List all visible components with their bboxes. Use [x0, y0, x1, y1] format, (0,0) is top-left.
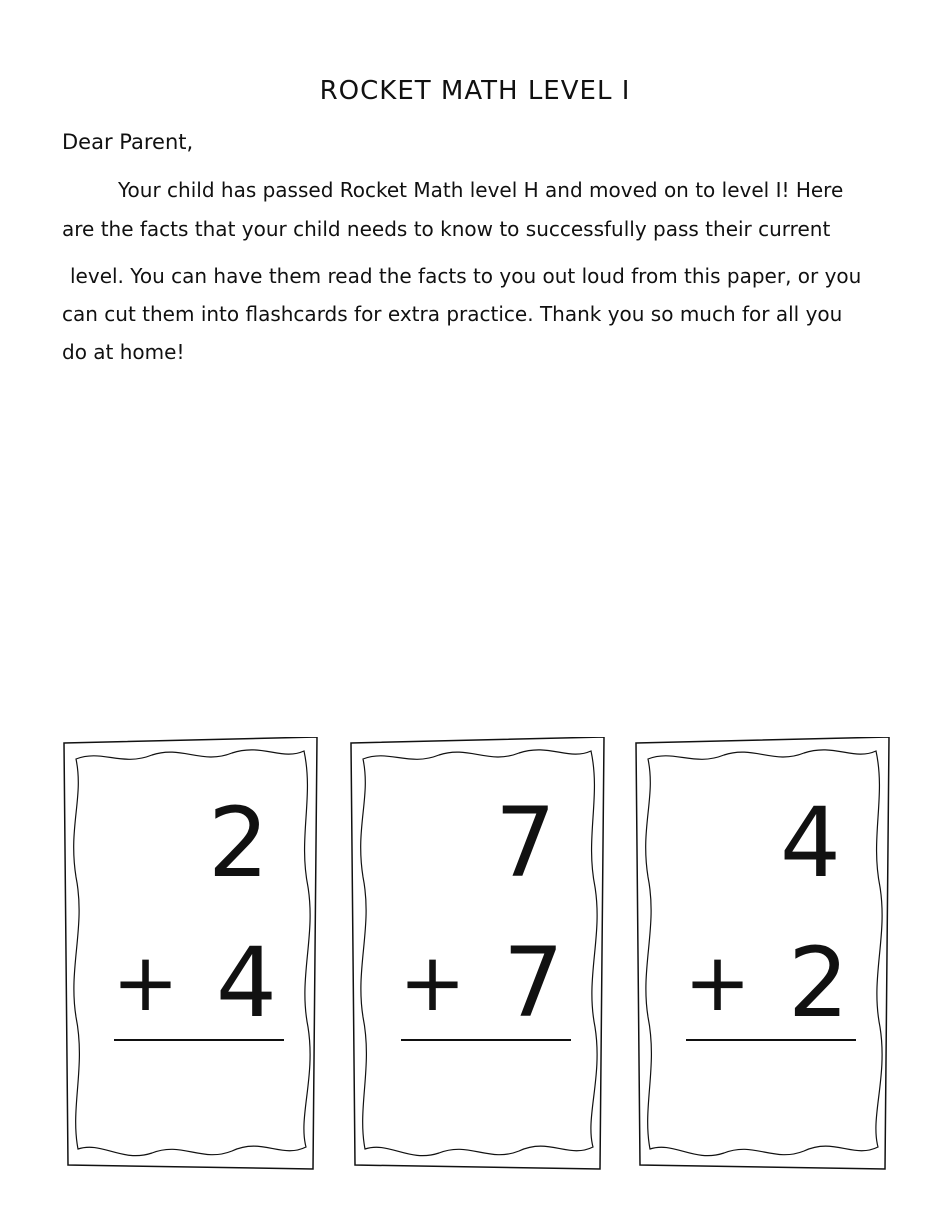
- flashcard-operator: +: [112, 936, 180, 1029]
- flashcard-frame: [634, 737, 891, 1171]
- greeting: Dear Parent,: [62, 130, 194, 154]
- letter-line-3: level. You can have them read the facts to you out loud from this paper, or you: [70, 264, 862, 288]
- flashcard-operator: +: [399, 936, 467, 1029]
- flashcard-operator: +: [684, 936, 752, 1029]
- flashcard-bottom-number: 4: [215, 927, 277, 1039]
- flashcard-top-number: 2: [207, 787, 269, 899]
- answer-line: [686, 1039, 856, 1041]
- letter-line-4: can cut them into flashcards for extra practice. Thank you so much for all you: [62, 302, 843, 326]
- answer-line: [114, 1039, 284, 1041]
- flashcard-top-number: 4: [779, 787, 841, 899]
- letter-line-1: Your child has passed Rocket Math level H and moved on to level I! Here: [118, 178, 844, 202]
- flashcard-frame: [62, 737, 319, 1171]
- flashcard-2: [349, 737, 606, 1171]
- letter-line-2: are the facts that your child needs to know to successfully pass their current: [62, 217, 831, 241]
- flashcard-bottom-number: 7: [502, 927, 564, 1039]
- flashcard-3: [634, 737, 891, 1171]
- answer-line: [401, 1039, 571, 1041]
- letter-line-5: do at home!: [62, 340, 185, 364]
- flashcard-top-number: 7: [494, 787, 556, 899]
- flashcard-bottom-number: 2: [787, 927, 849, 1039]
- worksheet-title: ROCKET MATH LEVEL I: [319, 76, 631, 106]
- flashcard-frame: [349, 737, 606, 1171]
- flashcard-1: [62, 737, 319, 1171]
